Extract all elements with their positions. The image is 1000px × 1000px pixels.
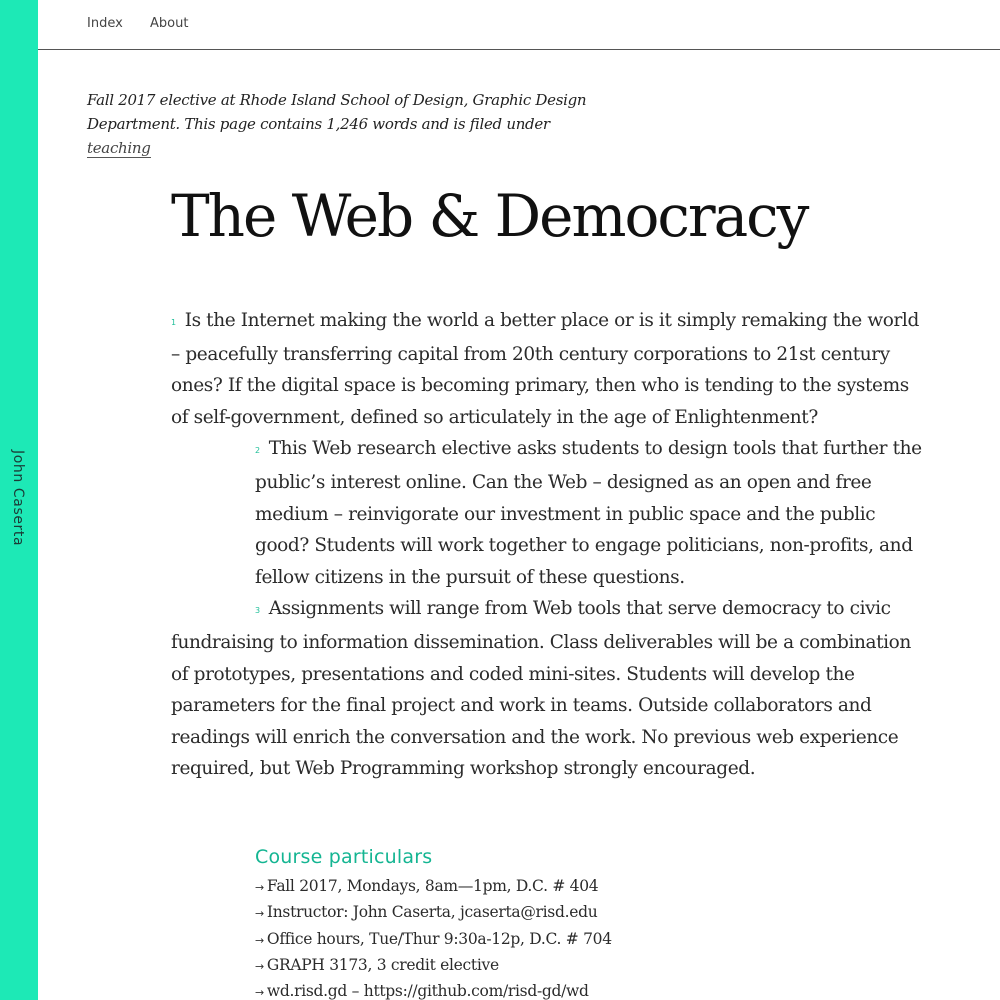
paragraph-number: 2 [255,446,260,456]
article-body [171,305,931,785]
nav-link-about[interactable]: About [150,16,189,31]
list-item [255,979,755,1000]
list-item [255,900,755,926]
list-item-text: Instructor: John Caserta, jcaserta@risd.edu [266,903,598,922]
paragraph-3 [171,593,931,785]
course-particulars [255,846,755,1000]
list-item-text: Office hours, Tue/Thur 9:30a-12p, D.C. # 704 [266,929,612,948]
arrow-right-icon: → [255,881,264,894]
intro-text [87,88,607,160]
teaching-link[interactable]: teaching [87,139,151,157]
particulars-list [255,874,755,1000]
list-item [255,927,755,953]
paragraph-text: Is the Internet making the world a better place or is it simply remaking the world – peacefully transferring capital from 20th century corporations to 21st century ones? If the digital space is becoming primary, then who is tending to the systems of self-government, defined so articulately in the age of Enlightenment? [171,310,919,428]
arrow-right-icon: → [255,907,264,921]
list-item-text: Fall 2017, Mondays, 8am—1pm, D.C. # 404 [266,877,599,895]
list-item [255,874,755,900]
list-item [255,953,755,979]
paragraph-text: This Web research elective asks students to design tools that further the public’s interest online. Can the Web – designed as an open and free medium – reinvigorate our investment in public space and the public good? Students will work together to engage politicians, non-profits, and fellow citizens in the pursuit of these questions. [255,438,922,588]
paragraph-text: Assignments will range from Web tools that serve democracy to civic fundraising to information dissemination. Class deliverables will be a combination of prototypes, presentations and coded mini-sites. Students will develop the parameters for the final project and work in teams. Outside collaborators and readings will enrich the conversation and the work. No previous web experience required, but Web Programming workshop strongly encouraged. [171,598,911,780]
list-item-text: GRAPH 3173, 3 credit elective [266,955,499,974]
arrow-right-icon: → [255,933,264,947]
author-name[interactable]: John Caserta [10,450,26,547]
paragraph-2 [171,433,931,593]
particulars-heading: Course particulars [255,846,433,868]
top-nav [38,0,1000,50]
arrow-right-icon: → [255,986,264,1000]
intro-body: Fall 2017 elective at Rhode Island School of Design, Graphic Design Department. This page contains 1,246 words and is filed under [87,91,587,133]
paragraph-number: 3 [255,606,260,616]
nav-link-index[interactable]: Index [87,16,123,31]
page-title: The Web & Democracy [171,182,808,250]
paragraph-number: 1 [171,318,176,327]
arrow-right-icon: → [255,959,264,973]
paragraph-1 [171,305,931,433]
sidebar [0,0,38,1000]
list-item-text[interactable]: wd.risd.gd – https://github.com/risd-gd/wd [266,982,589,1000]
